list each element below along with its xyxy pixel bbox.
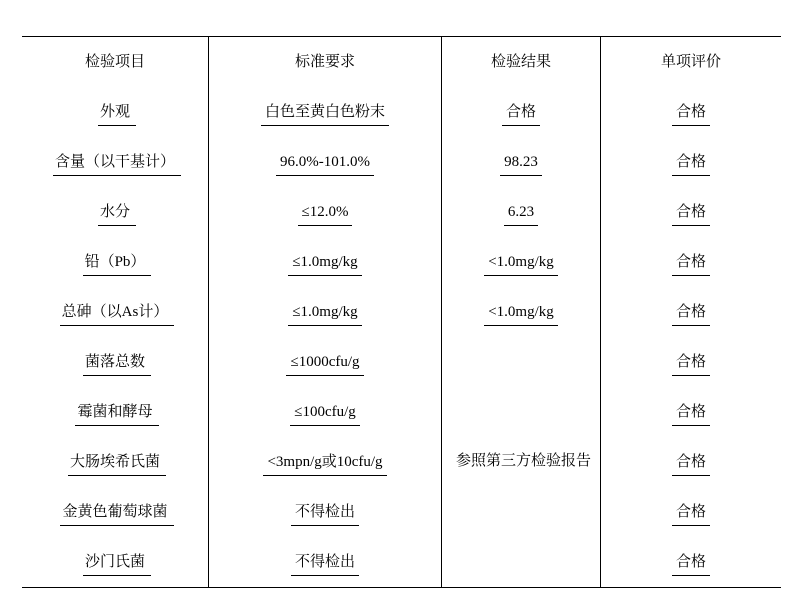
third-party-report-note: 参照第三方检验报告 bbox=[456, 453, 592, 470]
cell-result: <1.0mg/kg bbox=[442, 237, 601, 287]
cell-item: 沙门氏菌 bbox=[84, 553, 145, 570]
cell-standard: ≤100cfu/g bbox=[209, 387, 442, 437]
cell-item: 总砷（以As计） bbox=[61, 303, 169, 320]
cell-evaluation: 合格 bbox=[601, 487, 782, 537]
cell-item: 外观 bbox=[99, 103, 130, 120]
table-row bbox=[22, 137, 781, 187]
cell-standard: ≤1.0mg/kg bbox=[209, 287, 442, 337]
cell-standard: <3mpn/g或10cfu/g bbox=[209, 437, 442, 487]
column-header-result: 检验结果 bbox=[442, 37, 601, 88]
cell-evaluation: 合格 bbox=[601, 187, 782, 237]
table-row bbox=[22, 387, 781, 437]
table-row bbox=[22, 437, 781, 487]
table-row bbox=[22, 237, 781, 287]
cell-standard: ≤1000cfu/g bbox=[209, 337, 442, 387]
cell-standard: 不得检出 bbox=[209, 537, 442, 588]
cell-item: 水分 bbox=[99, 203, 130, 220]
cell-standard: 96.0%-101.0% bbox=[209, 137, 442, 187]
cell-item: 大肠埃希氏菌 bbox=[69, 453, 160, 470]
cell-standard: 白色至黄白色粉末 bbox=[209, 87, 442, 137]
table-row bbox=[22, 87, 781, 137]
cell-evaluation: 合格 bbox=[601, 387, 782, 437]
cell-evaluation: 合格 bbox=[601, 287, 782, 337]
cell-result: 6.23 bbox=[442, 187, 601, 237]
table-row bbox=[22, 537, 781, 588]
cell-evaluation: 合格 bbox=[601, 437, 782, 487]
cell-item: 含量（以干基计） bbox=[54, 153, 175, 170]
inspection-spec-table bbox=[22, 36, 781, 588]
cell-standard: ≤12.0% bbox=[209, 187, 442, 237]
cell-item: 菌落总数 bbox=[84, 353, 145, 370]
table-row bbox=[22, 287, 781, 337]
cell-item: 铅（Pb） bbox=[84, 253, 146, 270]
table-row bbox=[22, 187, 781, 237]
column-header-item: 检验项目 bbox=[84, 53, 145, 70]
column-header-evaluation: 单项评价 bbox=[601, 37, 782, 88]
cell-result: <1.0mg/kg bbox=[442, 287, 601, 337]
cell-evaluation: 合格 bbox=[601, 87, 782, 137]
table-header-row bbox=[22, 37, 781, 88]
cell-standard: ≤1.0mg/kg bbox=[209, 237, 442, 287]
table-row bbox=[22, 487, 781, 537]
cell-evaluation: 合格 bbox=[601, 137, 782, 187]
cell-evaluation: 合格 bbox=[601, 237, 782, 287]
cell-result-merged bbox=[442, 337, 601, 588]
cell-item: 金黄色葡萄球菌 bbox=[62, 503, 168, 520]
cell-standard: 不得检出 bbox=[209, 487, 442, 537]
cell-result: 98.23 bbox=[442, 137, 601, 187]
cell-result: 合格 bbox=[442, 87, 601, 137]
spec-table-container bbox=[22, 36, 778, 588]
cell-evaluation: 合格 bbox=[601, 537, 782, 588]
column-header-standard: 标准要求 bbox=[209, 37, 442, 88]
cell-evaluation: 合格 bbox=[601, 337, 782, 387]
cell-item: 霉菌和酵母 bbox=[77, 403, 153, 420]
table-row bbox=[22, 337, 781, 387]
